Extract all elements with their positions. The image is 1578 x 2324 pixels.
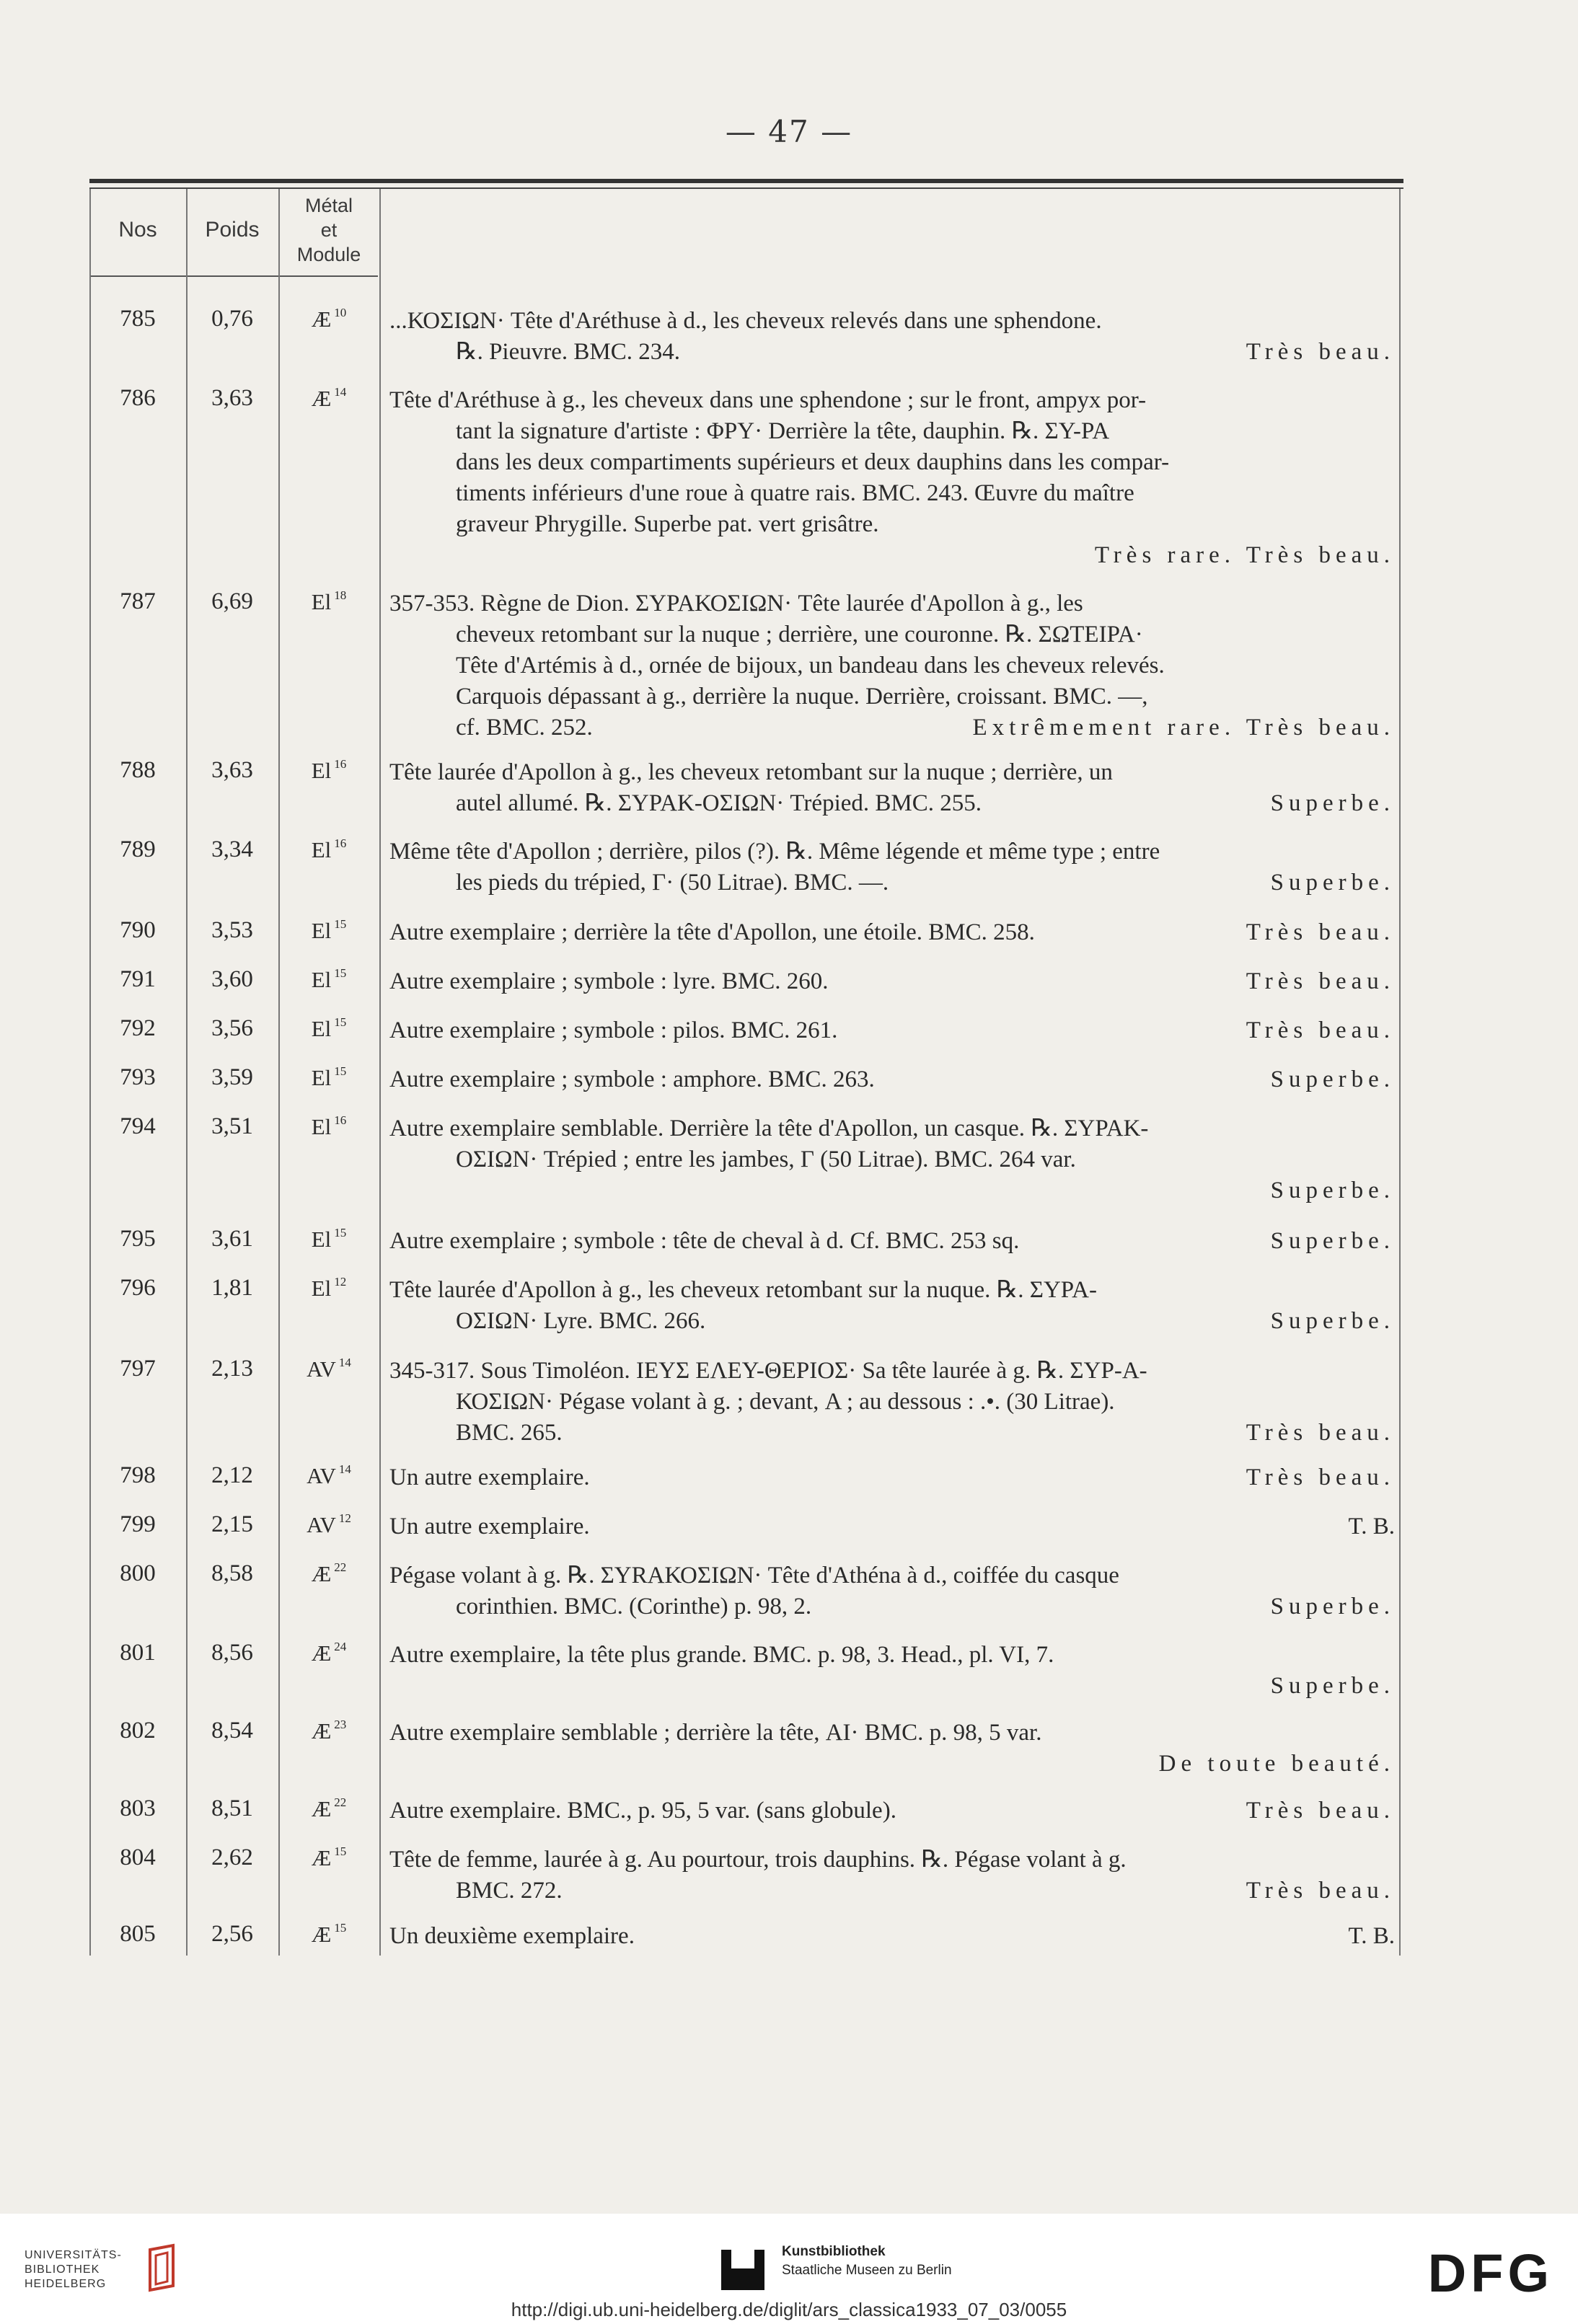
entry-number: 797: [120, 1356, 156, 1382]
entry-grade: Extrêmement rare. Très beau.: [972, 715, 1395, 741]
entry-weight: 1,81: [211, 1275, 253, 1301]
entry-metal: AV $^{12}$: [307, 1511, 351, 1537]
entry-weight: 3,60: [211, 966, 253, 992]
entry-weight: 6,69: [211, 588, 253, 614]
entry-grade: Superbe.: [1270, 1066, 1395, 1092]
entry-description: Pégase volant à g. ℞. ΣΥRΑΚΟΣΙΩΝ· Tête d'Athéna à d., coiffée du casque corinthien. BMC. (Corinthe) p. 98, 2. Superbe.: [389, 1560, 1395, 1622]
entry-metal: Æ $^{23}$: [311, 1718, 347, 1744]
entry-grade: Très beau.: [1246, 1878, 1395, 1904]
entry-metal: El $^{16}$: [311, 757, 347, 783]
entry-weight: 3,34: [211, 836, 253, 862]
kunstbibliothek-icon: [721, 2250, 764, 2290]
ub-heidelberg-mark-icon: [144, 2243, 186, 2293]
entry-metal: El $^{15}$: [311, 966, 347, 992]
column-rule: [1399, 189, 1401, 1956]
entry-number: 794: [120, 1113, 156, 1139]
entry-description: Tête laurée d'Apollon à g., les cheveux retombant sur la nuque ; derrière, un autel allumé. ℞. ΣΥΡΑΚ-ΟΣΙΩΝ· Trépied. BMC. 255. Superbe.: [389, 757, 1395, 819]
entry-grade: Superbe.: [1270, 1228, 1395, 1254]
entry-grade: T. B.: [1348, 1923, 1395, 1949]
entry-number: 789: [120, 836, 156, 862]
entry-weight: 2,62: [211, 1844, 253, 1870]
entry-grade: T. B.: [1348, 1514, 1395, 1539]
header-divider: [89, 275, 378, 277]
entry-weight: 8,58: [211, 1560, 253, 1586]
entry-description: Un autre exemplaire. Très beau.: [389, 1462, 1395, 1493]
entry-weight: 2,13: [211, 1356, 253, 1382]
entry-description: Autre exemplaire semblable ; derrière la tête, ΑΙ· BMC. p. 98, 5 var. De toute beauté.: [389, 1718, 1395, 1780]
entry-description: 357-353. Règne de Dion. ΣΥΡΑΚΟΣΙΩΝ· Tête laurée d'Apollon à g., les cheveux retombant sur la nuque ; derrière, une couronne. ℞. ΣΩΤΕΙΡΑ· Tête d'Artémis à d., ornée de bijoux, un bandeau dans les cheveux relevés. Carquois dépassant à g., derrière la nuque. Derrière, croissant. BMC. —, cf. BMC. 252. Extrêmement rare. Très beau.: [389, 588, 1395, 743]
entry-description: Tête d'Aréthuse à g., les cheveux dans une sphendone ; sur le front, ampyx por- tant la signature d'artiste : ΦΡΥ· Derrière la tête, dauphin. ℞. ΣΥ-ΡΑ dans les deux compartiments supérieurs et deux dauphins dans les compar- timents inférieurs d'une roue à quatre rais. BMC. 243. Œuvre du maître graveur Phrygille. Superbe pat. vert grisâtre. Très rare. Très beau.: [389, 385, 1395, 571]
entry-description: Autre exemplaire semblable. Derrière la tête d'Apollon, un casque. ℞. ΣΥΡΑΚ- ΟΣΙΩΝ· Trépied ; entre les jambes, Γ (50 Litrae). BMC. 264 var. Superbe.: [389, 1113, 1395, 1206]
entry-description: ...ΚΟΣΙΩΝ· Tête d'Aréthuse à d., les cheveux relevés dans une sphendone. ℞. Pieuvre. BMC. 234. Très beau.: [389, 306, 1395, 368]
entry-metal: Æ $^{24}$: [311, 1640, 347, 1666]
header-metal-line1: Métal: [304, 195, 353, 216]
entry-description: Tête laurée d'Apollon à g., les cheveux retombant sur la nuque. ℞. ΣΥΡΑ- ΟΣΙΩΝ· Lyre. BMC. 266. Superbe.: [389, 1275, 1395, 1337]
entry-number: 792: [120, 1015, 156, 1041]
entry-grade: Très beau.: [1246, 919, 1395, 945]
entry-metal: El $^{16}$: [311, 1113, 347, 1139]
entry-weight: 3,61: [211, 1226, 253, 1252]
entry-description: Autre exemplaire ; symbole : lyre. BMC. 260. Très beau.: [389, 966, 1395, 997]
entry-grade: Très beau.: [1246, 968, 1395, 994]
entry-weight: 3,59: [211, 1064, 253, 1090]
entry-grade: Superbe.: [1270, 1308, 1395, 1334]
entry-grade: Très beau.: [1246, 1464, 1395, 1490]
column-rule: [379, 189, 381, 1956]
entry-weight: 3,53: [211, 917, 253, 943]
entry-grade: Superbe.: [1270, 870, 1395, 896]
table-header: [89, 189, 1403, 277]
entry-number: 799: [120, 1511, 156, 1537]
entry-description: Autre exemplaire. BMC., p. 95, 5 var. (sans globule). Très beau.: [389, 1795, 1395, 1826]
entry-grade: Très beau.: [1246, 1798, 1395, 1824]
entry-description: Tête de femme, laurée à g. Au pourtour, trois dauphins. ℞. Pégase volant à g. BMC. 272. Très beau.: [389, 1844, 1395, 1907]
entry-grade: Superbe.: [1270, 1178, 1395, 1203]
entry-number: 796: [120, 1275, 156, 1301]
header-number: Nos: [118, 218, 157, 242]
entry-weight: 8,56: [211, 1640, 253, 1666]
entry-weight: 3,63: [211, 757, 253, 783]
table-top-rule: [89, 179, 1403, 183]
entry-number: 785: [120, 306, 156, 332]
entry-grade: Très beau.: [1246, 1017, 1395, 1043]
header-metal-line2: et: [320, 219, 338, 241]
entry-description: Autre exemplaire ; derrière la tête d'Apollon, une étoile. BMC. 258. Très beau.: [389, 917, 1395, 948]
entry-number: 803: [120, 1795, 156, 1821]
entry-metal: El $^{15}$: [311, 1015, 347, 1041]
entry-weight: 3,51: [211, 1113, 253, 1139]
entry-number: 804: [120, 1844, 156, 1870]
entry-metal: Æ $^{22}$: [311, 1795, 347, 1821]
entry-weight: 0,76: [211, 306, 253, 332]
entry-grade: Superbe.: [1270, 1673, 1395, 1699]
entry-description: Autre exemplaire ; symbole : amphore. BMC. 263. Superbe.: [389, 1064, 1395, 1095]
entry-metal: Æ $^{14}$: [311, 385, 347, 411]
entry-grade: Très beau.: [1246, 339, 1395, 365]
entry-number: 790: [120, 917, 156, 943]
entry-grade: Superbe.: [1270, 790, 1395, 816]
entry-grade: Superbe.: [1270, 1594, 1395, 1620]
entry-weight: 2,12: [211, 1462, 253, 1488]
dfg-logo[interactable]: DFG: [1427, 2243, 1553, 2303]
entry-number: 802: [120, 1718, 156, 1744]
entry-weight: 2,15: [211, 1511, 253, 1537]
header-metal-line3: Module: [296, 244, 361, 265]
entry-metal: AV $^{14}$: [307, 1356, 351, 1382]
entry-description: Autre exemplaire ; symbole : pilos. BMC. 261. Très beau.: [389, 1015, 1395, 1046]
entry-metal: El $^{18}$: [311, 588, 347, 614]
entry-weight: 3,63: [211, 385, 253, 411]
entry-metal: El $^{16}$: [311, 836, 347, 862]
ub-heidelberg-logo[interactable]: UNIVERSITÄTS- BIBLIOTHEK HEIDELBERG: [25, 2249, 122, 2290]
header-weight: Poids: [205, 218, 260, 242]
entry-metal: Æ $^{15}$: [311, 1844, 347, 1870]
entry-number: 805: [120, 1921, 156, 1947]
entry-weight: 2,56: [211, 1921, 253, 1947]
entry-number: 795: [120, 1226, 156, 1252]
entry-weight: 8,51: [211, 1795, 253, 1821]
entry-grade: Très beau.: [1246, 1420, 1395, 1446]
entry-weight: 8,54: [211, 1718, 253, 1744]
permalink-url[interactable]: http://digi.ub.uni-heidelberg.de/diglit/ars_classica1933_07_03/0055: [511, 2299, 1067, 2320]
entry-metal: El $^{15}$: [311, 1226, 347, 1252]
entry-weight: 3,56: [211, 1015, 253, 1041]
entry-number: 800: [120, 1560, 156, 1586]
entry-metal: AV $^{14}$: [307, 1462, 351, 1488]
entry-description: Un autre exemplaire. T. B.: [389, 1511, 1395, 1542]
entry-metal: Æ $^{10}$: [311, 306, 347, 332]
entry-number: 788: [120, 757, 156, 783]
page-number: — 47 —: [725, 114, 853, 149]
entry-metal: Æ $^{22}$: [311, 1560, 347, 1586]
entry-number: 787: [120, 588, 156, 614]
entry-metal: El $^{15}$: [311, 917, 347, 943]
entry-number: 798: [120, 1462, 156, 1488]
entry-grade: De toute beauté.: [1158, 1751, 1395, 1777]
entry-metal: El $^{15}$: [311, 1064, 347, 1090]
entry-metal: El $^{12}$: [311, 1275, 347, 1301]
entry-number: 791: [120, 966, 156, 992]
entry-number: 786: [120, 385, 156, 411]
viewer-footer: UNIVERSITÄTS- BIBLIOTHEK HEIDELBERG Kunstbibliothek Staatliche Museen zu Berlin DFG http://digi.ub.uni-heidelberg.de/diglit/ars_classica1933_07_03/0055: [0, 2214, 1578, 2324]
entry-number: 801: [120, 1640, 156, 1666]
entry-metal: Æ $^{15}$: [311, 1921, 347, 1947]
entry-number: 793: [120, 1064, 156, 1090]
header-metal: [278, 193, 379, 267]
entry-description: Un deuxième exemplaire. T. B.: [389, 1921, 1395, 1952]
entry-description: Autre exemplaire, la tête plus grande. BMC. p. 98, 3. Head., pl. VI, 7. Superbe.: [389, 1640, 1395, 1702]
entry-description: Autre exemplaire ; symbole : tête de cheval à d. Cf. BMC. 253 sq. Superbe.: [389, 1226, 1395, 1257]
entry-description: 345-317. Sous Timoléon. ΙΕΥΣ ΕΛΕΥ-ΘΕΡΙΟΣ· Sa tête laurée à g. ℞. ΣΥΡ-Α- ΚΟΣΙΩΝ· Pégase volant à g. ; devant, Α ; au dessous : .•. (30 Litrae). BMC. 265. Très beau.: [389, 1356, 1395, 1449]
entry-description: Même tête d'Apollon ; derrière, pilos (?). ℞. Même légende et même type ; entre les pieds du trépied, Γ· (50 Litrae). BMC. —. Superbe.: [389, 836, 1395, 898]
entry-grade: Très rare. Très beau.: [1094, 542, 1395, 568]
